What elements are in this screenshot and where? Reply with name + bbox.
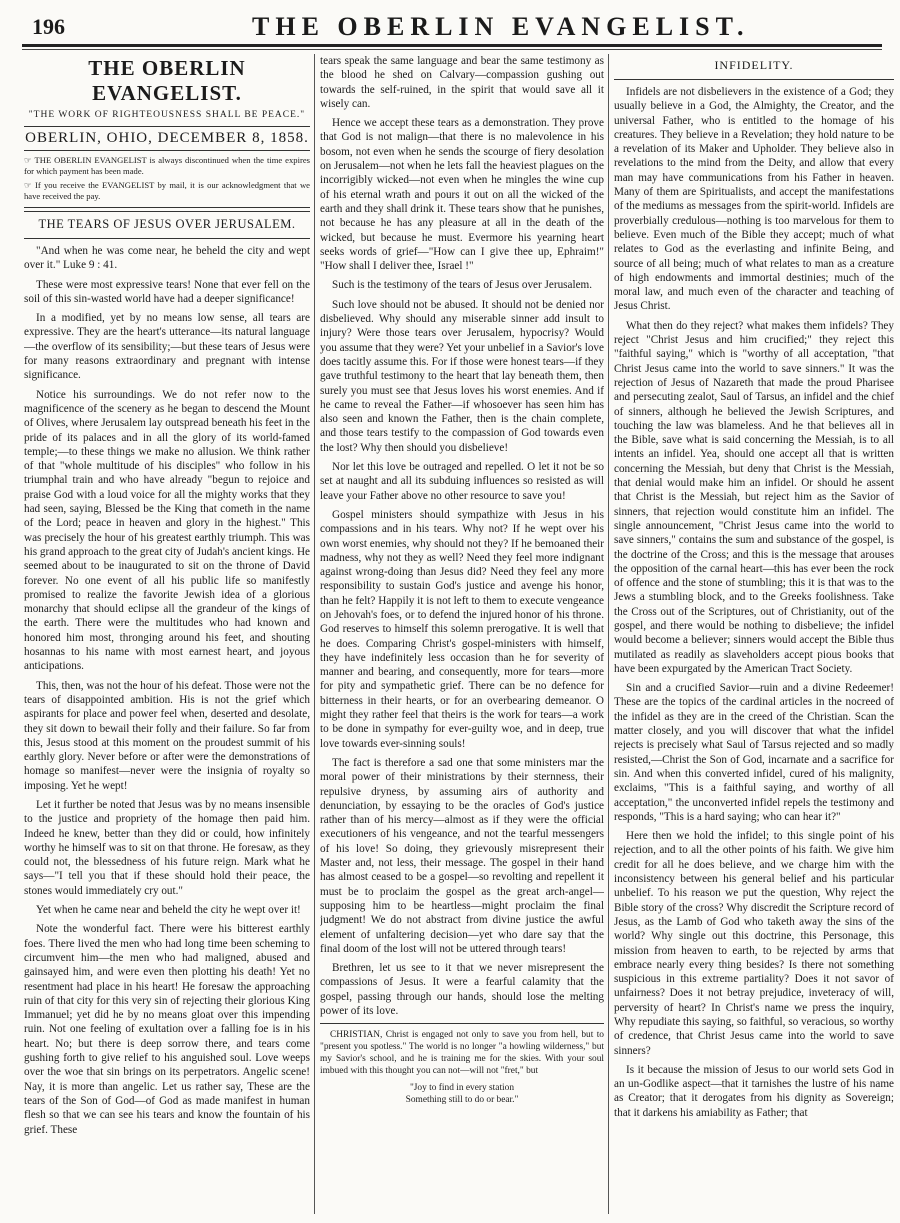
paragraph: "And when he was come near, he beheld the city and wept over it." Luke 9 : 41. [24, 245, 310, 272]
masthead-title: THE OBERLIN EVANGELIST. [252, 12, 750, 41]
column-2 [320, 54, 604, 1214]
paragraph: What then do they reject? what makes them infidels? They reject "Christ Jesus and him crucified;" they reject this "faithful saying," which is "worthy of all acceptation, "that Christ Jesus came into the world to save sinners." It was the rejection of Jesus of Nazareth that made the proud Pharisee and persecuting zealot, Saul of Tarsus, an infidel and the chief of sinners, although he believed the Jewish Scriptures, and touching the law was blameless. And he that believes all in the Bible, save what is said concerning the Messiah, is to all intents an infidel. Yea, should one accept all that is written concerning the Messiah, but deny that Christ is the Messiah, that denial would make him an infidel. Or should he assent that Christ is the Messiah, but reject him as the Savior of sinners, that rejection would constitute him an infidel. The single announcement, "Christ Jesus came into the world to save sinners," contains the sum and substance of the gospel, is the doctrine of the Cross; and this is the message that arouses the opposition of the carnal heart—this has ever been the rock of offence and the stone of stumbling; this it is that was to the Jews a stumbling block, and to the Greeks foolishness. Take the Cross out of the Scriptures, out of Christianity, out of the gospel, and there would be nothing to disbelieve; the infidel would become a believer; sinners would accept the Bible thus mutilated as readily as slaveholders accept pious books that have been expurgated by the American Tract Society. [614, 319, 894, 675]
paragraph: Such is the testimony of the tears of Jesus over Jerusalem. [332, 279, 593, 292]
paragraph: These were most expressive tears! None that ever fell on the soil of this sin-wasted world have had a deeper significance! [24, 278, 310, 305]
page-number: 196 [32, 14, 65, 39]
column-divider-2 [608, 54, 609, 1214]
article-title-tears: THE TEARS OF JESUS OVER JERUSALEM. [38, 217, 296, 231]
editorial-title: THE OBERLIN EVANGELIST. [88, 56, 246, 105]
paragraph: Nor let this love be outraged and repelled. O let it not be so set at naught and all its subduing influences so resisted as will leave your Father above no other resource to save you! [320, 461, 604, 502]
masthead-rule-thin [22, 49, 882, 50]
paragraph: Such love should not be abused. It should not be denied nor disbelieved. Why should any miserable sinner add insult to injury? Were those tears over Jerusalem, hypocrisy? Would you assume that they were? Yet your unbelief in a Savior's love does tacitly assume this. For if those were honest tears—if they gave truthful testimony to the heart that lay beneath them, then surely you must see that Jesus loves his worst enemies. And if he came to reveal the Father—if whosoever has seen him has also seen and known the Father, then is the chain complete, and those tears testify to the compassion of God towards even the lost? Why then should you disbelieve! [320, 298, 604, 454]
paragraph: Brethren, let us see to it that we never misrepresent the compassions of Jesus. It were a fearful calamity that the gospel, passing through our hands, should lose the melting power of its love. [320, 962, 604, 1017]
subscription-notice-1: ☞ THE OBERLIN EVANGELIST is always discontinued when the time expires for which payment has been made. [24, 155, 310, 176]
paragraph: Let it further be noted that Jesus was by no means insensible to the justice and propriety of the homage then paid him. Indeed he knew, better than they did or could, how infinitely worthy he himself was to sit on that throne. He foresaw, as they could not, the blessedness of his future reign. Mark what he says—"I tell you that if these should hold their peace, the stones would immediately cry out." [24, 798, 310, 897]
column-1 [24, 54, 310, 1214]
poem-line: "Joy to find in every station [409, 1083, 515, 1094]
paragraph: tears speak the same language and bear the same testimony as the blood he shed on Calvary—compassion gushing out towards the self-ruined, in the spirit that would save all it wisely can. [320, 55, 604, 110]
column-3 [614, 54, 894, 1214]
paragraph: Hence we accept these tears as a demonstration. They prove that God is not malign—that there is no malevolence in his bosom, not even when he sends the scourge of fiery desolation on Jerusalem—not when he lets fall the heaviest plagues on the incorrigibly wicked—not even when he mingles the wine cup of his eternal wrath and pours it out on all the wicked of the earth and they shall drink it. These tears show that he punishes, not because he has any pleasure at all in the death of the wicked, but because he must. Evermore his yearning heart seeks words of grief—"How can I give thee up, Ephraim!" "How shall I deliver thee, Israel !" [320, 117, 604, 273]
column-divider-1 [314, 54, 315, 1214]
section-rule [24, 207, 310, 212]
dateline: OBERLIN, OHIO, DECEMBER 8, 1858. [24, 126, 310, 151]
editorial-motto: "THE WORK OF RIGHTEOUSNESS SHALL BE PEACE." [28, 110, 306, 120]
paragraph: Sin and a crucified Savior—ruin and a divine Redeemer! These are the topics of the cardinal articles in the nocreed of the infidel as they are in the creed of the Christian. Scan the matter closely, and you will discover that what the infidel rejects is precisely what Saul of Tarsus rejected and so madly resisted,—Christ the Son of God, incarnate and a sacrifice for sin. And when this converted infidel, cured of his malignity, exclaims, "This is a faithful saying, and worthy of all acceptation," the unconverted infidel repels the testimony and responds, "This is a hard saying; who can hear it?" [614, 682, 894, 823]
masthead [22, 10, 882, 46]
paragraph: Is it because the mission of Jesus to our world sets God in an un-Godlike aspect—that it tarnishes the lustre of his name as Creator; that it derogates from his dignity as Sovereign; that it darkens his amiability as Father; that [614, 1063, 894, 1119]
paragraph: The fact is therefore a sad one that some ministers mar the moral power of their ministrations by their sternness, their repulsive dryness, by assuming airs of authority and denunciation, by essaying to be the oracles of God's justice rather than of his mercy—almost as if they were the official executioners of his vengeance, and not the tearful messengers of his love! So doing, they grievously misrepresent their Master and, not less, their message. The gospel in their hand has almost ceased to be a gospel—so revolting and repellent it must be to proclaim the gospel as the great arch-angel—supposing him to be heartless—might proclaim the final judgment! We do not abstract from divine justice the awful element of unfaltering decision—yet who dare say that the final doom of the lost will not be uttered through tears! [320, 756, 604, 955]
paragraph: Infidels are not disbelievers in the existence of a God; they usually believe in a God, the Almighty, the Creator, and the universal Father, who is entitled to the homage of his creatures. They believe in a Revelation; they hold nature to be a revelation of its Maker and Upholder. They believe also in revelations to the mind from the Deity, and allow that every man may have communications from his Father in heaven. Many of them are Spiritualists, and accept the manifestations of the mediums as messages from the spirit-world. Infidels are proverbially credulous—nothing is too marvelous for them to believe. Even much of the Bible they accept; much of what relates to God as the everlasting and infinite Being, and source of all being; much of what relates to man as a creature of high endowments and immortal destinies; much of the moral law, and much even of the character and teaching of Jesus Christ. [614, 86, 894, 313]
subscription-notice-2: ☞ If you receive the EVANGELIST by mail, it is our acknowledgment that we have received the pay. [24, 180, 310, 201]
paragraph: Notice his surroundings. We do not refer now to the magnificence of the scenery as he began to descend the Mount of Olives, where Jerusalem lay outspread beneath his feet in the pride of its palaces and in all the glory of its world-famed temple;—to these things we make no allusion. We think rather of that "whole multitude of his disciples" who follow in his triumphal train and who have already "begun to rejoice and praise God with a loud voice for all the mighty works that they had seen, saying, Blessed be the King that cometh in the name of the Lord; peace in heaven and glory in the highest." This was precisely the hour of his greatest earthly triumph. This was his grand approach to the great city of Judah's ancient kings. He seemed about to be inaugurated to sit on the throne of David forever. No one event of all his public life so manifestly promised to realize the favorite Jewish idea of a glorious monarchy that should eclipse all the grandeur of the kings of the earth. There were the multitudes who had known and honored him most, thronging around his feet, and shouting hosannas to his name with most earnest heart, and joyous anticipations. [24, 388, 310, 673]
paragraph: This, then, was not the hour of his defeat. Those were not the tears of disappointed ambition. His is not the grief which aspirants for place and power feel when, deserted and desolate, they sit down to bewail their folly and their failure. So far from this, Jesus stood at this moment on the proudest summit of his earthly glory. Never before or after were the demonstrations of homage so manifest—never were the insignia of royalty so imposing. Yet he wept! [24, 679, 310, 792]
paragraph: Here then we hold the infidel; to this single point of his rejection, and to all the other points of his faith. We give him credit for all he does believe, and we charge him with the inconsistency between his general belief and his particular unbelief. To his reason we put the question, Why reject the Bible story of the cross? Why discredit the Scripture record of Jesus, as the Lamb of God who taketh away the sins of the world? Why single out this doctrine, this Personage, this mission from heaven to earth, to be rejected by arms that embrace nearly every thing besides? Is there not something suspicious in this extreme partiality? Does it not savor of unfairness? Does it not betray prejudice, inveteracy of will, perversity of heart? In Christ's name we press the inquiry, Why repudiate this saying, so faithful, so veracious, so worthy of credence, that Christ Jesus came into the world to save sinners? [614, 830, 894, 1057]
poem-line: Something still to do or bear." [405, 1095, 519, 1106]
paragraph: Gospel ministers should sympathize with Jesus in his compassions and in his tears. Why not? If he wept over his own worst enemies, why should not they? If he bemoaned their madness, why not they as well? Need they feel more indignant against wrong-doing than Jesus did? Need they feel any more responsibility to sustain God's justice and avenge his honor, than he felt? Happily it is not left to them to execute vengeance on Jehovah's foes, or to defend the injured honor of his throne. God reserves to himself this solemn prerogative. It is well that he does. Comparing Christ's gospel-ministers with himself, they have indefinitely less occasion than he for severity of manner and bearing, and consequently, more for tears—more for pity and sympathetic grief. There can be no defence for bitterness in their hearts, or for an overbearing demeanor. O might they rather feel that theirs is the work for tears—a work to be done in sympathy for ever-guilty woe, and in deep, true love towards ever-sinning souls! [320, 508, 604, 750]
paragraph: Yet when he came near and beheld the city he wept over it! [36, 904, 301, 917]
paragraph: In a modified, yet by no means low sense, all tears are expressive. They are the heart's utterance—its natural language—the overflow of its sensibility;—but these tears of Jesus were for many reasons extraordinary and pregnant with intense significance. [24, 312, 310, 382]
title-rule [614, 79, 894, 80]
paragraph: Note the wonderful fact. There were his bitterest earthly foes. There lived the men who had long time been scheming to circumvent him—the men who had maligned, abused and gainsayed him, and were even then plotting his death! Yet no resentment had place in his heart! He foresaw the approaching ruin of that city for this very sin of rejecting their glorious King Immanuel; yet did he by no means gloat over this impending ruin. Not one feeling of exultation over a falling foe is in his heart. No; but there is deep sorrow there, and tears come gushing forth to give relief to his anguished soul. Love weeps over the woe that sin brings on its perpetrators. Angelic scene! Nay, it is more than angelic. Let us rather say, These are the tears of the Son of God—of God as made manifest in human flesh so that we can see his tears and know the fountain of his grief. These [24, 923, 310, 1136]
title-rule [24, 238, 310, 239]
article-title-infidelity: INFIDELITY. [714, 58, 794, 72]
masthead-rule-thick [22, 44, 882, 47]
christian-note: CHRISTIAN, Christ is engaged not only to save you from hell, but to "present you spotless." The world is no longer "a howling wilderness," but my Savior's school, and he is training me for the skies. With your soul imbued with this thought you can not—will not "fret," but [320, 1030, 604, 1077]
section-rule [320, 1023, 604, 1024]
